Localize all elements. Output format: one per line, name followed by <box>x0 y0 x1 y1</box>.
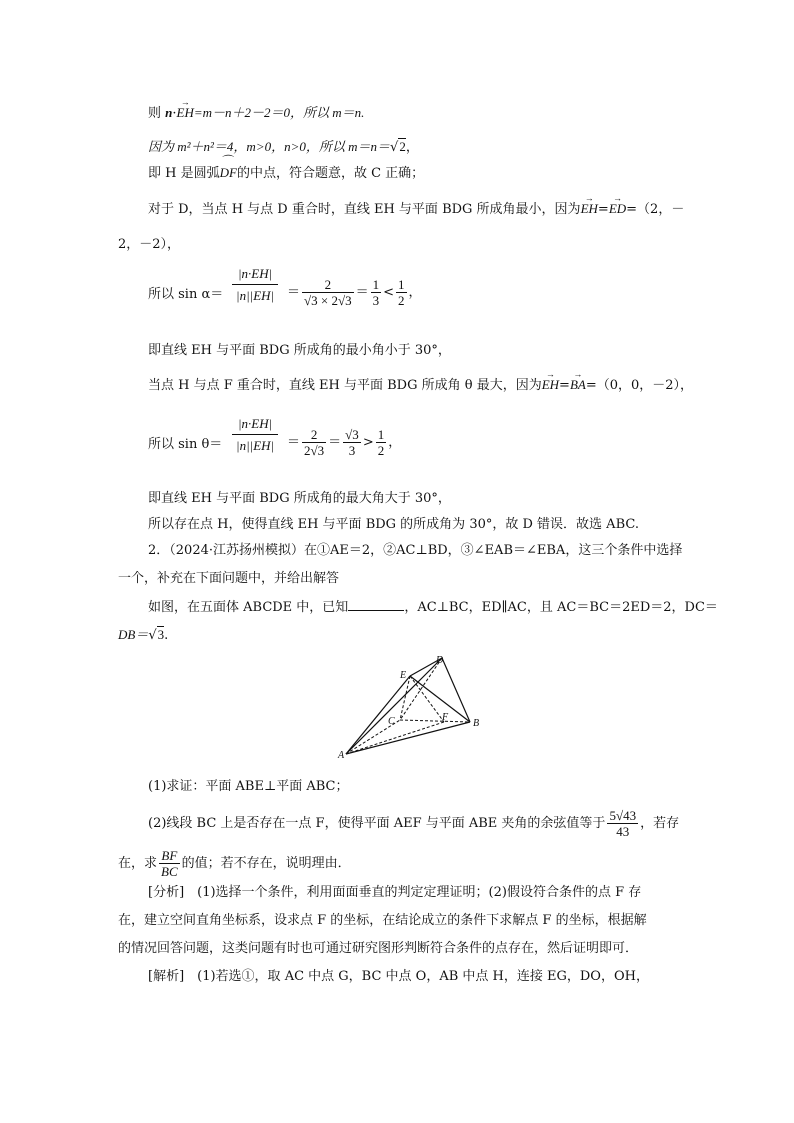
text-line-20 <box>118 912 647 930</box>
text-line-2: 因为 m²＋n²＝4，m>0，n>0，所以 m＝n＝√2， <box>148 139 419 155</box>
text-line-4 <box>148 200 684 219</box>
text-line-1 <box>148 104 364 123</box>
sqrt-value: 3 <box>157 627 165 642</box>
text: 即 H 是圆弧 <box>148 166 220 181</box>
label-c: C <box>388 716 395 727</box>
text: =m－n＋2－2＝0，所以 m＝n. <box>193 105 365 120</box>
text-line-13 <box>118 570 339 588</box>
text: [解析] (1)若选①，取 AC 中点 G，BC 中点 O，AB 中点 H，连接 EG，DO，OH， <box>148 969 649 984</box>
fraction-bf-bc <box>159 848 180 879</box>
denominator: BC <box>161 864 178 879</box>
text: ， <box>405 140 419 155</box>
numerator: √3 <box>345 427 359 442</box>
text-line-9b <box>287 427 401 458</box>
denominator: 43 <box>616 824 630 839</box>
numerator: 1 <box>372 277 380 292</box>
fill-in-blank <box>348 598 404 611</box>
text: 所以 sin α＝ <box>148 287 224 302</box>
edge-cb <box>400 720 470 722</box>
fraction <box>343 427 361 458</box>
text-line-11 <box>148 516 639 534</box>
text-line-10 <box>148 490 451 508</box>
text: < <box>383 285 395 300</box>
numerator: 2 <box>302 277 354 293</box>
text: . <box>164 628 169 643</box>
text: 的情况回答问题，这类问题有时也可通过研究图形判断符合条件的点存在，然后证明即可． <box>118 941 639 956</box>
text-line-12 <box>148 542 682 560</box>
text: ＝ <box>287 285 301 300</box>
text: 如图，在五面体 ABCDE 中，已知 <box>148 600 349 615</box>
label-a: A <box>338 750 345 761</box>
vector-eh: → EH <box>177 104 194 122</box>
numerator: |n·EH| <box>232 414 278 435</box>
text: 在，建立空间直角坐标系，设求点 F 的坐标，在结论成立的条件下求解点 F 的坐标，根据解 <box>118 913 647 928</box>
edge-dc <box>400 658 442 720</box>
text-line-9 <box>148 436 222 454</box>
label-f: F <box>442 712 449 723</box>
denominator: 3 <box>348 443 356 458</box>
text: ，若存 <box>640 816 680 831</box>
fraction <box>302 427 326 458</box>
text: 即直线 EH 与平面 BDG 所成角的最大角大于 30°， <box>148 491 451 506</box>
edge-ab <box>346 722 470 754</box>
text: 的中点，符合题意，故 C 正确； <box>236 166 425 181</box>
text: = <box>597 202 609 217</box>
text-line-7 <box>148 342 451 360</box>
text: =（2，－ <box>626 202 685 217</box>
pentahedron-figure <box>336 654 496 764</box>
numerator: 1 <box>377 427 385 442</box>
text: 在，求 <box>118 856 158 871</box>
label-d: D <box>436 655 444 666</box>
text: ， <box>408 285 422 300</box>
text: = <box>559 378 570 393</box>
denominator: 3 <box>372 293 380 308</box>
text: ，AC⊥BC，ED∥AC，且 AC＝BC＝2ED＝2，DC＝ <box>404 600 718 615</box>
denominator: |n||EH| <box>236 288 275 303</box>
text-line-5 <box>118 236 180 254</box>
numerator: BF <box>159 848 180 864</box>
numerator: |n·EH| <box>232 264 278 285</box>
text: =（0，0，－2）， <box>585 378 694 393</box>
text-line-3 <box>148 164 424 183</box>
text-line-22 <box>148 968 649 986</box>
edge-ef <box>410 676 444 722</box>
fraction <box>396 277 407 308</box>
text-line-19 <box>148 884 641 902</box>
fraction <box>376 427 387 458</box>
text: ， <box>388 435 402 450</box>
numerator: 5√43 <box>609 808 637 823</box>
text-line-17 <box>148 808 679 839</box>
fraction <box>371 277 382 308</box>
edge-eb <box>410 676 470 722</box>
vector-eh: → EH <box>581 200 598 218</box>
text-line-6 <box>148 286 223 304</box>
text: [分析] (1)选择一个条件，利用面面垂直的判定定理证明；(2)假设符合条件的点 F 存 <box>148 885 642 900</box>
text: 所以存在点 H，使得直线 EH 与平面 BDG 的所成角为 30°，故 D 错误．故选 ABC. <box>148 517 639 532</box>
label-e: E <box>400 670 407 681</box>
denominator: |n||EH| <box>236 438 275 453</box>
denominator: 2 <box>398 293 405 308</box>
fraction <box>302 277 354 308</box>
edge-af <box>346 722 444 754</box>
label-b: B <box>473 718 480 729</box>
text-line-16 <box>148 778 348 796</box>
text: 一个，补充在下面问题中，并给出解答 <box>118 571 340 586</box>
text-line-18 <box>118 848 351 879</box>
fraction-cosine <box>607 808 638 839</box>
text: 当点 H 与点 F 重合时，直线 EH 与平面 BDG 所成角 θ 最大，因为 <box>148 378 542 393</box>
denominator: 2√3 <box>304 443 325 458</box>
arc-df: ⌒ DF <box>220 164 237 182</box>
vector-ed: → ED <box>609 200 626 218</box>
denominator: √3 × 2√3 <box>304 293 352 308</box>
denominator: 2 <box>377 443 385 458</box>
text: 因为 m²＋n²＝4，m>0，n>0，所以 m＝n＝ <box>148 139 391 154</box>
text-line-8 <box>148 376 693 395</box>
text: (1)求证：平面 ABE⊥平面 ABC； <box>148 779 349 794</box>
fraction-sin-alpha <box>232 264 278 307</box>
text: ＝ <box>328 435 342 450</box>
text: 对于 D，当点 H 与点 D 重合时，直线 EH 与平面 BDG 所成角最小，因为 <box>148 202 581 217</box>
text-line-14 <box>148 598 718 617</box>
text: 即直线 EH 与平面 BDG 所成角的最小角小于 30°， <box>148 343 451 358</box>
vector-n: n <box>165 105 173 120</box>
fraction-sin-theta <box>232 414 278 457</box>
text: · <box>172 106 177 121</box>
text: 所以 sin θ＝ <box>148 437 223 452</box>
text-line-21 <box>118 940 638 958</box>
text: 的值；若不存在，说明理由． <box>181 856 351 871</box>
vector-eh: → EH <box>542 376 559 394</box>
edge-ae <box>346 676 410 754</box>
text: 则 <box>148 106 166 121</box>
text: > <box>362 435 374 450</box>
text: DB＝ <box>118 627 149 642</box>
text-line-15: DB＝√3. <box>118 627 169 643</box>
text: 2．（2024·江苏扬州模拟）在①AE＝2，②AC⊥BD，③∠EAB＝∠EBA，这三个条件中选择 <box>148 543 683 558</box>
text: 2，－2）， <box>118 237 181 252</box>
vector-ba: → BA <box>570 376 586 394</box>
text: (2)线段 BC 上是否存在一点 F，使得平面 AEF 与平面 ABE 夹角的余弦值等于 <box>148 816 606 831</box>
text: ＝ <box>287 435 301 450</box>
numerator: 1 <box>398 277 405 292</box>
text-line-6b <box>287 277 422 308</box>
text: ＝ <box>355 285 369 300</box>
sqrt-value: 2 <box>399 139 406 154</box>
numerator: 2 <box>302 427 326 443</box>
edge-ad <box>346 658 442 754</box>
